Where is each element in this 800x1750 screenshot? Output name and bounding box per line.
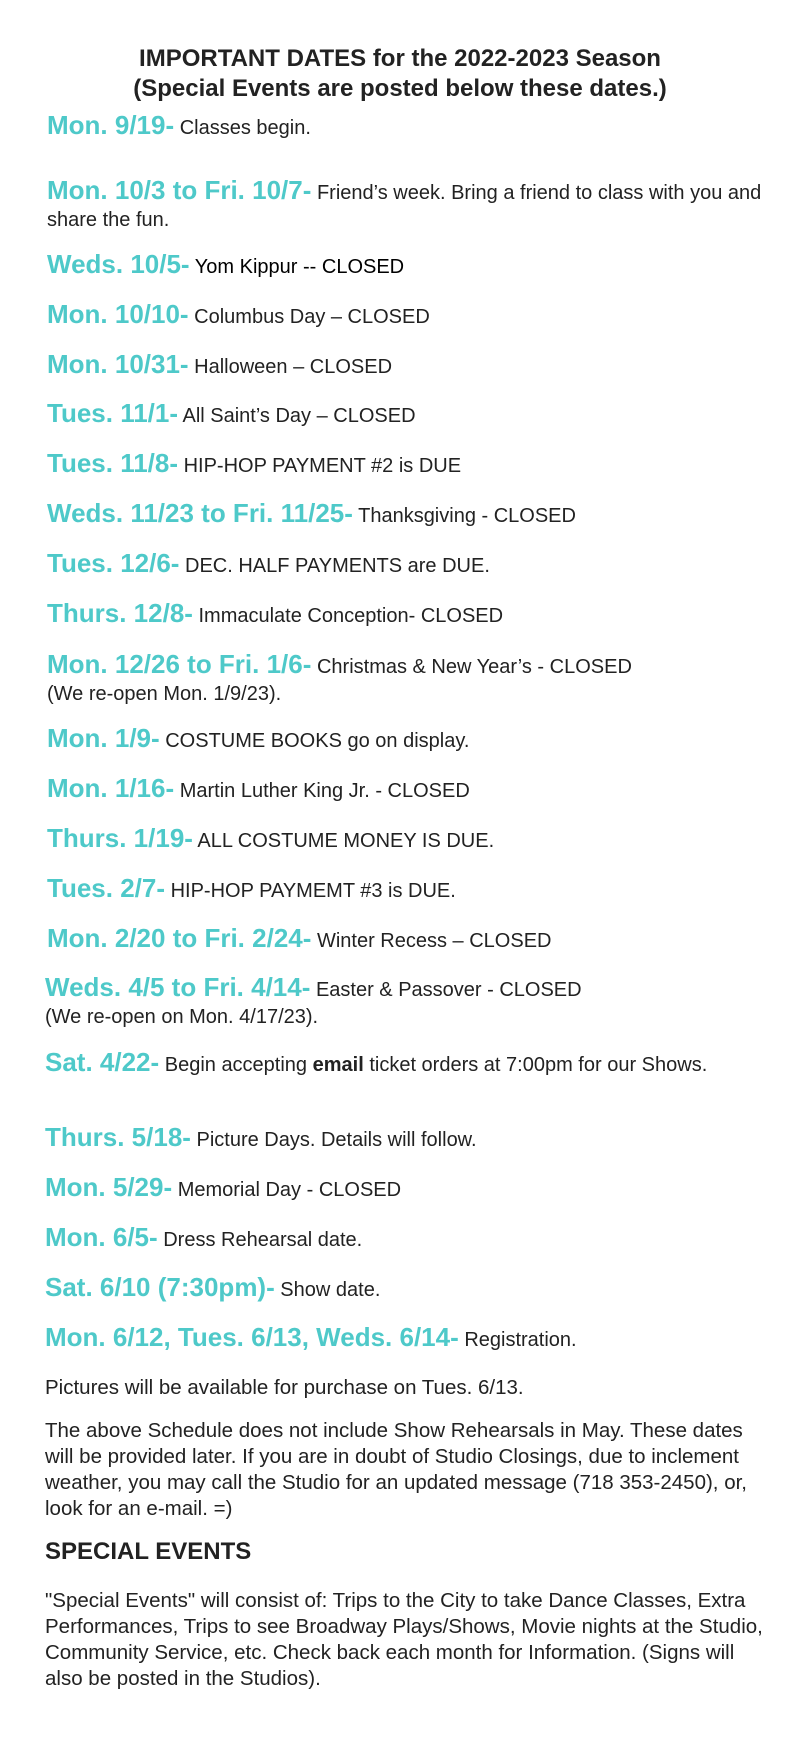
date-description: Friend’s week. Bring a friend to class with you and share the fun. [47,182,762,231]
date-description: Columbus Day – CLOSED [188,306,430,328]
date-description: Thanksgiving - CLOSED [352,505,576,527]
date-description: Martin Luther King Jr. - CLOSED [174,780,470,802]
date-label: Mon. 5/29- [45,1172,173,1202]
date-entry [45,1124,765,1154]
date-label: Weds. 4/5 to Fri. 4/14- [45,972,311,1002]
reopen-note: (We re-open on Mon. 4/17/23). [45,1006,319,1028]
date-label: Mon. 10/3 to Fri. 10/7- [47,175,312,205]
date-label: Tues. 2/7- [47,873,166,903]
special-events-body: "Special Events" will consist of: Trips to the City to take Dance Classes, Extra Performances, Trips to see Broadway Plays/Shows, Movie nights at the Studio, Community Service, etc. Check back each month for Information. (Signs will also be posted in the Studios). [45,1589,763,1690]
date-label: Mon. 10/31- [47,349,189,379]
date-entry [45,974,765,1031]
date-label: Mon. 6/5- [45,1222,158,1252]
date-entry [45,1324,765,1354]
date-label: Sat. 6/10 (7:30pm)- [45,1272,275,1302]
date-description: HIP-HOP PAYMENT #2 is DUE [178,455,462,477]
date-description: Halloween – CLOSED [188,356,393,378]
date-label: Mon. 1/9- [47,723,160,753]
date-label: Weds. 10/5- [47,249,190,279]
date-entry [47,500,767,530]
date-label: Mon. 12/26 to Fri. 1/6- [47,649,312,679]
date-description: Show date. [274,1279,381,1301]
date-label: Weds. 11/23 to Fri. 11/25- [47,498,353,528]
date-entry [45,1049,765,1079]
date-label: Thurs. 12/8- [47,598,193,628]
date-entry [47,550,767,580]
date-entry [45,1274,765,1304]
date-label: Mon. 10/10- [47,299,189,329]
date-description: Easter & Passover - CLOSED [310,979,582,1001]
date-entry [47,251,767,281]
date-entry [47,400,767,430]
date-entry [47,775,767,805]
date-description: ALL COSTUME MONEY IS DUE. [192,830,495,852]
date-description: Winter Recess – CLOSED [311,930,552,952]
date-description: HIP-HOP PAYMEMT #3 is DUE. [165,880,456,902]
date-description: Registration. [458,1329,577,1351]
date-entry [47,875,767,905]
title-line-1: IMPORTANT DATES for the 2022-2023 Season [139,45,661,72]
schedule-note: The above Schedule does not include Show Rehearsals in May. These dates will be provided later. If you are in doubt of Studio Closings, due to inclement weather, you may call the Studio for an updated message (718 353-2450), or, look for an e-mail. =) [45,1419,747,1520]
date-label: Tues. 12/6- [47,548,180,578]
date-description: Memorial Day - CLOSED [172,1179,402,1201]
special-events-heading: SPECIAL EVENTS [45,1538,252,1565]
date-entry [47,600,767,630]
date-description: Yom Kippur -- CLOSED [189,256,405,278]
date-entry [47,450,767,480]
date-description: Picture Days. Details will follow. [190,1129,477,1151]
page-title [0,44,800,104]
date-description-pre: Begin accepting [159,1054,313,1076]
date-label: Tues. 11/1- [47,398,179,428]
date-entry [47,301,767,331]
date-entry [45,1224,765,1254]
date-entry [47,177,767,234]
date-label: Sat. 4/22- [45,1047,160,1077]
date-description: Dress Rehearsal date. [157,1229,363,1251]
date-description: Immaculate Conception- CLOSED [192,605,504,627]
date-entry [45,1174,765,1204]
date-entry [47,112,767,142]
date-label: Mon. 2/20 to Fri. 2/24- [47,923,312,953]
date-description: DEC. HALF PAYMENTS are DUE. [179,555,490,577]
reopen-note: (We re-open Mon. 1/9/23). [47,683,282,705]
date-entry [47,825,767,855]
date-label: Mon. 9/19- [47,110,175,140]
date-label: Tues. 11/8- [47,448,179,478]
date-description: All Saint’s Day – CLOSED [178,405,416,427]
date-label: Thurs. 1/19- [47,823,193,853]
date-description-post: ticket orders at 7:00pm for our Shows. [363,1054,708,1076]
date-entry [47,651,767,708]
date-description: Christmas & New Year’s - CLOSED [311,656,632,678]
date-entry [47,351,767,381]
pictures-note: Pictures will be available for purchase on Tues. 6/13. [45,1376,524,1399]
date-description: Classes begin. [174,117,311,139]
date-description: COSTUME BOOKS go on display. [159,730,470,752]
date-label: Mon. 6/12, Tues. 6/13, Weds. 6/14- [45,1322,459,1352]
title-line-2: (Special Events are posted below these dates.) [133,75,667,102]
date-label: Thurs. 5/18- [45,1122,191,1152]
date-entry [47,925,767,955]
email-emphasis: email [312,1054,364,1076]
date-label: Mon. 1/16- [47,773,175,803]
date-entry [47,725,767,755]
